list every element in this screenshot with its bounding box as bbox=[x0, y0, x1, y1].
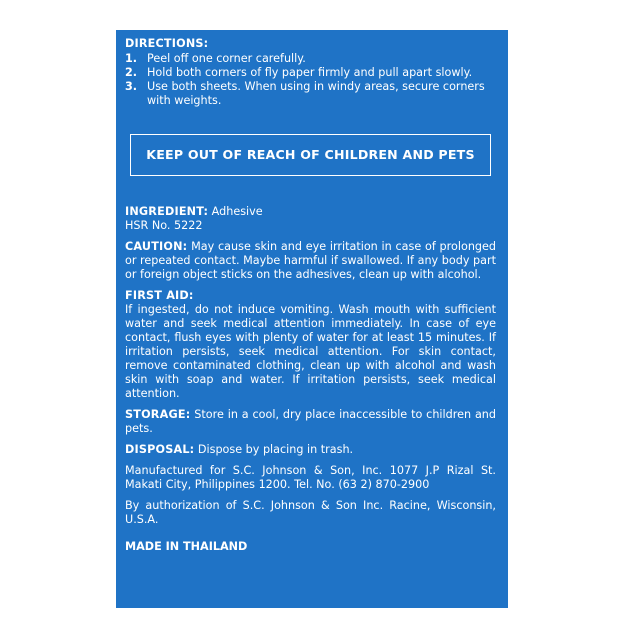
step-number: 2. bbox=[125, 66, 138, 79]
hsr-number: HSR No. 5222 bbox=[125, 219, 203, 232]
disposal-label: DISPOSAL: bbox=[125, 443, 195, 456]
directions-list bbox=[125, 52, 496, 108]
disposal-section bbox=[125, 443, 496, 457]
storage-text: Store in a cool, dry place inaccessible to children and pets. bbox=[125, 408, 496, 435]
direction-step bbox=[125, 66, 496, 80]
disposal-text: Dispose by placing in trash. bbox=[194, 443, 354, 456]
ingredient-label: INGREDIENT: bbox=[125, 205, 209, 218]
storage-section bbox=[125, 408, 496, 436]
ingredient-value: Adhesive bbox=[208, 205, 263, 218]
step-text: Peel off one corner carefully. bbox=[147, 52, 306, 65]
product-label-panel bbox=[116, 30, 508, 608]
caution-section bbox=[125, 240, 496, 282]
direction-step bbox=[125, 52, 496, 66]
directions-heading: DIRECTIONS: bbox=[125, 37, 209, 50]
ingredient-line bbox=[125, 205, 496, 219]
direction-step bbox=[125, 80, 496, 108]
manufacturer-info: Manufactured for S.C. Johnson & Son, Inc. 1077 J.P Rizal St. Makati City, Philippines 1200. Tel. No. (63 2) 870-2900 bbox=[125, 464, 496, 491]
caution-label: CAUTION: bbox=[125, 240, 188, 253]
storage-label: STORAGE: bbox=[125, 408, 191, 421]
step-number: 1. bbox=[125, 52, 138, 65]
step-text: Hold both corners of fly paper firmly and pull apart slowly. bbox=[147, 66, 473, 79]
step-number: 3. bbox=[125, 80, 138, 93]
caution-text: May cause skin and eye irritation in case of prolonged or repeated contact. Maybe harmful if swallowed. If any body part or foreign object sticks on the adhesives, clean up with alcohol. bbox=[125, 240, 496, 281]
first-aid-text: If ingested, do not induce vomiting. Wash mouth with sufficient water and seek medical attention immediately. In case of eye contact, flush eyes with plenty of water for at least 15 minutes. If irritation persists, seek medical attention. For skin contact, remove contaminated clothing, clean up with alcohol and wash skin with soap and water. If irritation persists, seek medical attention. bbox=[125, 303, 496, 400]
warning-box: KEEP OUT OF REACH OF CHILDREN AND PETS bbox=[130, 134, 491, 176]
step-text: Use both sheets. When using in windy areas, secure corners with weights. bbox=[147, 80, 485, 107]
first-aid-section bbox=[125, 289, 496, 401]
first-aid-label: FIRST AID: bbox=[125, 289, 194, 302]
made-in-label: MADE IN THAILAND bbox=[125, 540, 248, 553]
authorization-info: By authorization of S.C. Johnson & Son Inc. Racine, Wisconsin, U.S.A. bbox=[125, 499, 496, 526]
